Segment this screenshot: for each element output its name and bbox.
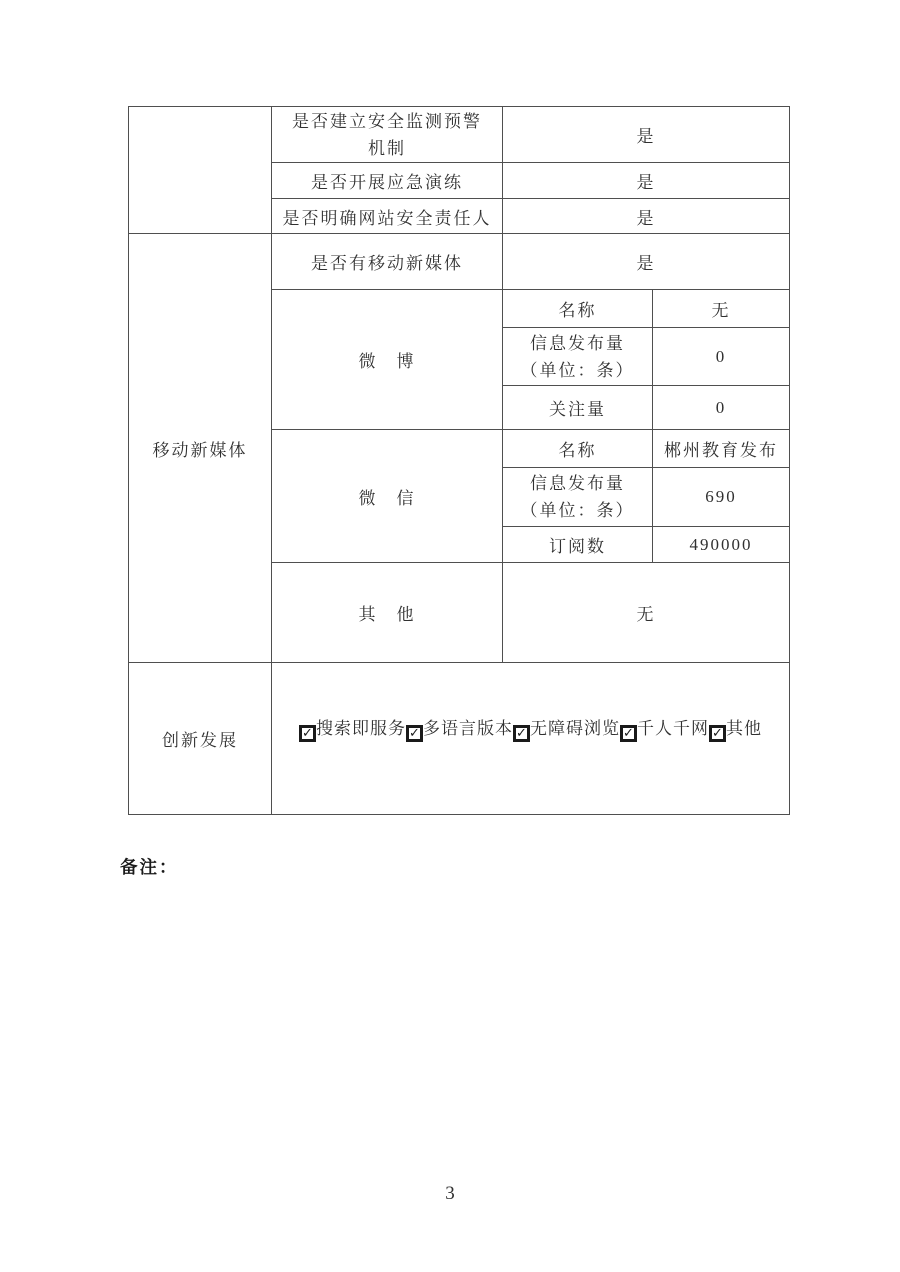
section-label-empty xyxy=(129,107,272,234)
cell-innovation-options xyxy=(272,663,790,815)
cell-wechat-posts-value: 690 xyxy=(653,468,790,527)
checkbox-checked-icon xyxy=(709,725,726,742)
cell-answer-has-mobile-media: 是 xyxy=(503,234,790,290)
checkbox-checked-icon xyxy=(513,725,530,742)
cell-weibo-posts-value: 0 xyxy=(653,328,790,386)
innovation-option-label: 无障碍浏览 xyxy=(530,718,620,738)
cell-wechat-subs-label: 订阅数 xyxy=(503,527,653,563)
innovation-option-label: 多语言版本 xyxy=(423,718,513,738)
innovation-option-other[interactable] xyxy=(709,714,762,742)
checkmark-icon: ✓ xyxy=(302,725,313,741)
checkbox-checked-icon xyxy=(406,725,423,742)
innovation-option-label: 千人千网 xyxy=(637,718,709,738)
checkmark-icon: ✓ xyxy=(712,725,723,741)
cell-question-emergency-drill: 是否开展应急演练 xyxy=(272,163,503,199)
cell-question-security-responsible: 是否明确网站安全责任人 xyxy=(272,199,503,234)
cell-answer-monitor-warning: 是 xyxy=(503,107,790,163)
cell-weibo-followers-value: 0 xyxy=(653,386,790,430)
cell-wechat-name-value: 郴州教育发布 xyxy=(653,430,790,468)
cell-wechat-posts-label xyxy=(503,468,653,527)
checkbox-checked-icon xyxy=(620,725,637,742)
innovation-option-accessibility[interactable] xyxy=(513,714,620,742)
cell-weibo-posts-label xyxy=(503,328,653,386)
innovation-option-multilingual[interactable] xyxy=(406,714,513,742)
cell-wechat-subs-value: 490000 xyxy=(653,527,790,563)
cell-weibo-name-label: 名称 xyxy=(503,290,653,328)
page-number: 3 xyxy=(445,1183,455,1204)
cell-wechat-label: 微 信 xyxy=(272,430,503,563)
question-line2: 机制 xyxy=(368,138,406,158)
cell-weibo-name-value: 无 xyxy=(653,290,790,328)
checkbox-checked-icon xyxy=(299,725,316,742)
cell-other-media-label: 其 他 xyxy=(272,563,503,663)
cell-other-media-value: 无 xyxy=(503,563,790,663)
cell-answer-emergency-drill: 是 xyxy=(503,163,790,199)
innovation-option-label: 搜索即服务 xyxy=(316,718,406,738)
report-table xyxy=(128,106,790,815)
cell-question-has-mobile-media: 是否有移动新媒体 xyxy=(272,234,503,290)
checkmark-icon: ✓ xyxy=(623,725,634,741)
notes-label: 备注： xyxy=(120,857,179,877)
cell-question-monitor-warning xyxy=(272,107,503,163)
checkmark-icon: ✓ xyxy=(516,725,527,741)
question-line1: 是否建立安全监测预警 xyxy=(292,111,482,131)
cell-answer-security-responsible: 是 xyxy=(503,199,790,234)
cell-wechat-name-label: 名称 xyxy=(503,430,653,468)
cell-weibo-label: 微 博 xyxy=(272,290,503,430)
checkmark-icon: ✓ xyxy=(409,725,420,741)
posts-label-line2: （单位：条） xyxy=(520,360,635,380)
section-label-mobile-media: 移动新媒体 xyxy=(129,234,272,663)
posts-label-line2: （单位：条） xyxy=(520,501,635,520)
innovation-option-label: 其他 xyxy=(726,718,762,738)
section-label-innovation: 创新发展 xyxy=(129,663,272,815)
innovation-option-personalized[interactable] xyxy=(620,714,709,742)
innovation-option-search-service[interactable] xyxy=(299,714,406,742)
posts-label-line1: 信息发布量 xyxy=(530,333,625,353)
posts-label-line1: 信息发布量 xyxy=(530,474,625,493)
cell-weibo-followers-label: 关注量 xyxy=(503,386,653,430)
